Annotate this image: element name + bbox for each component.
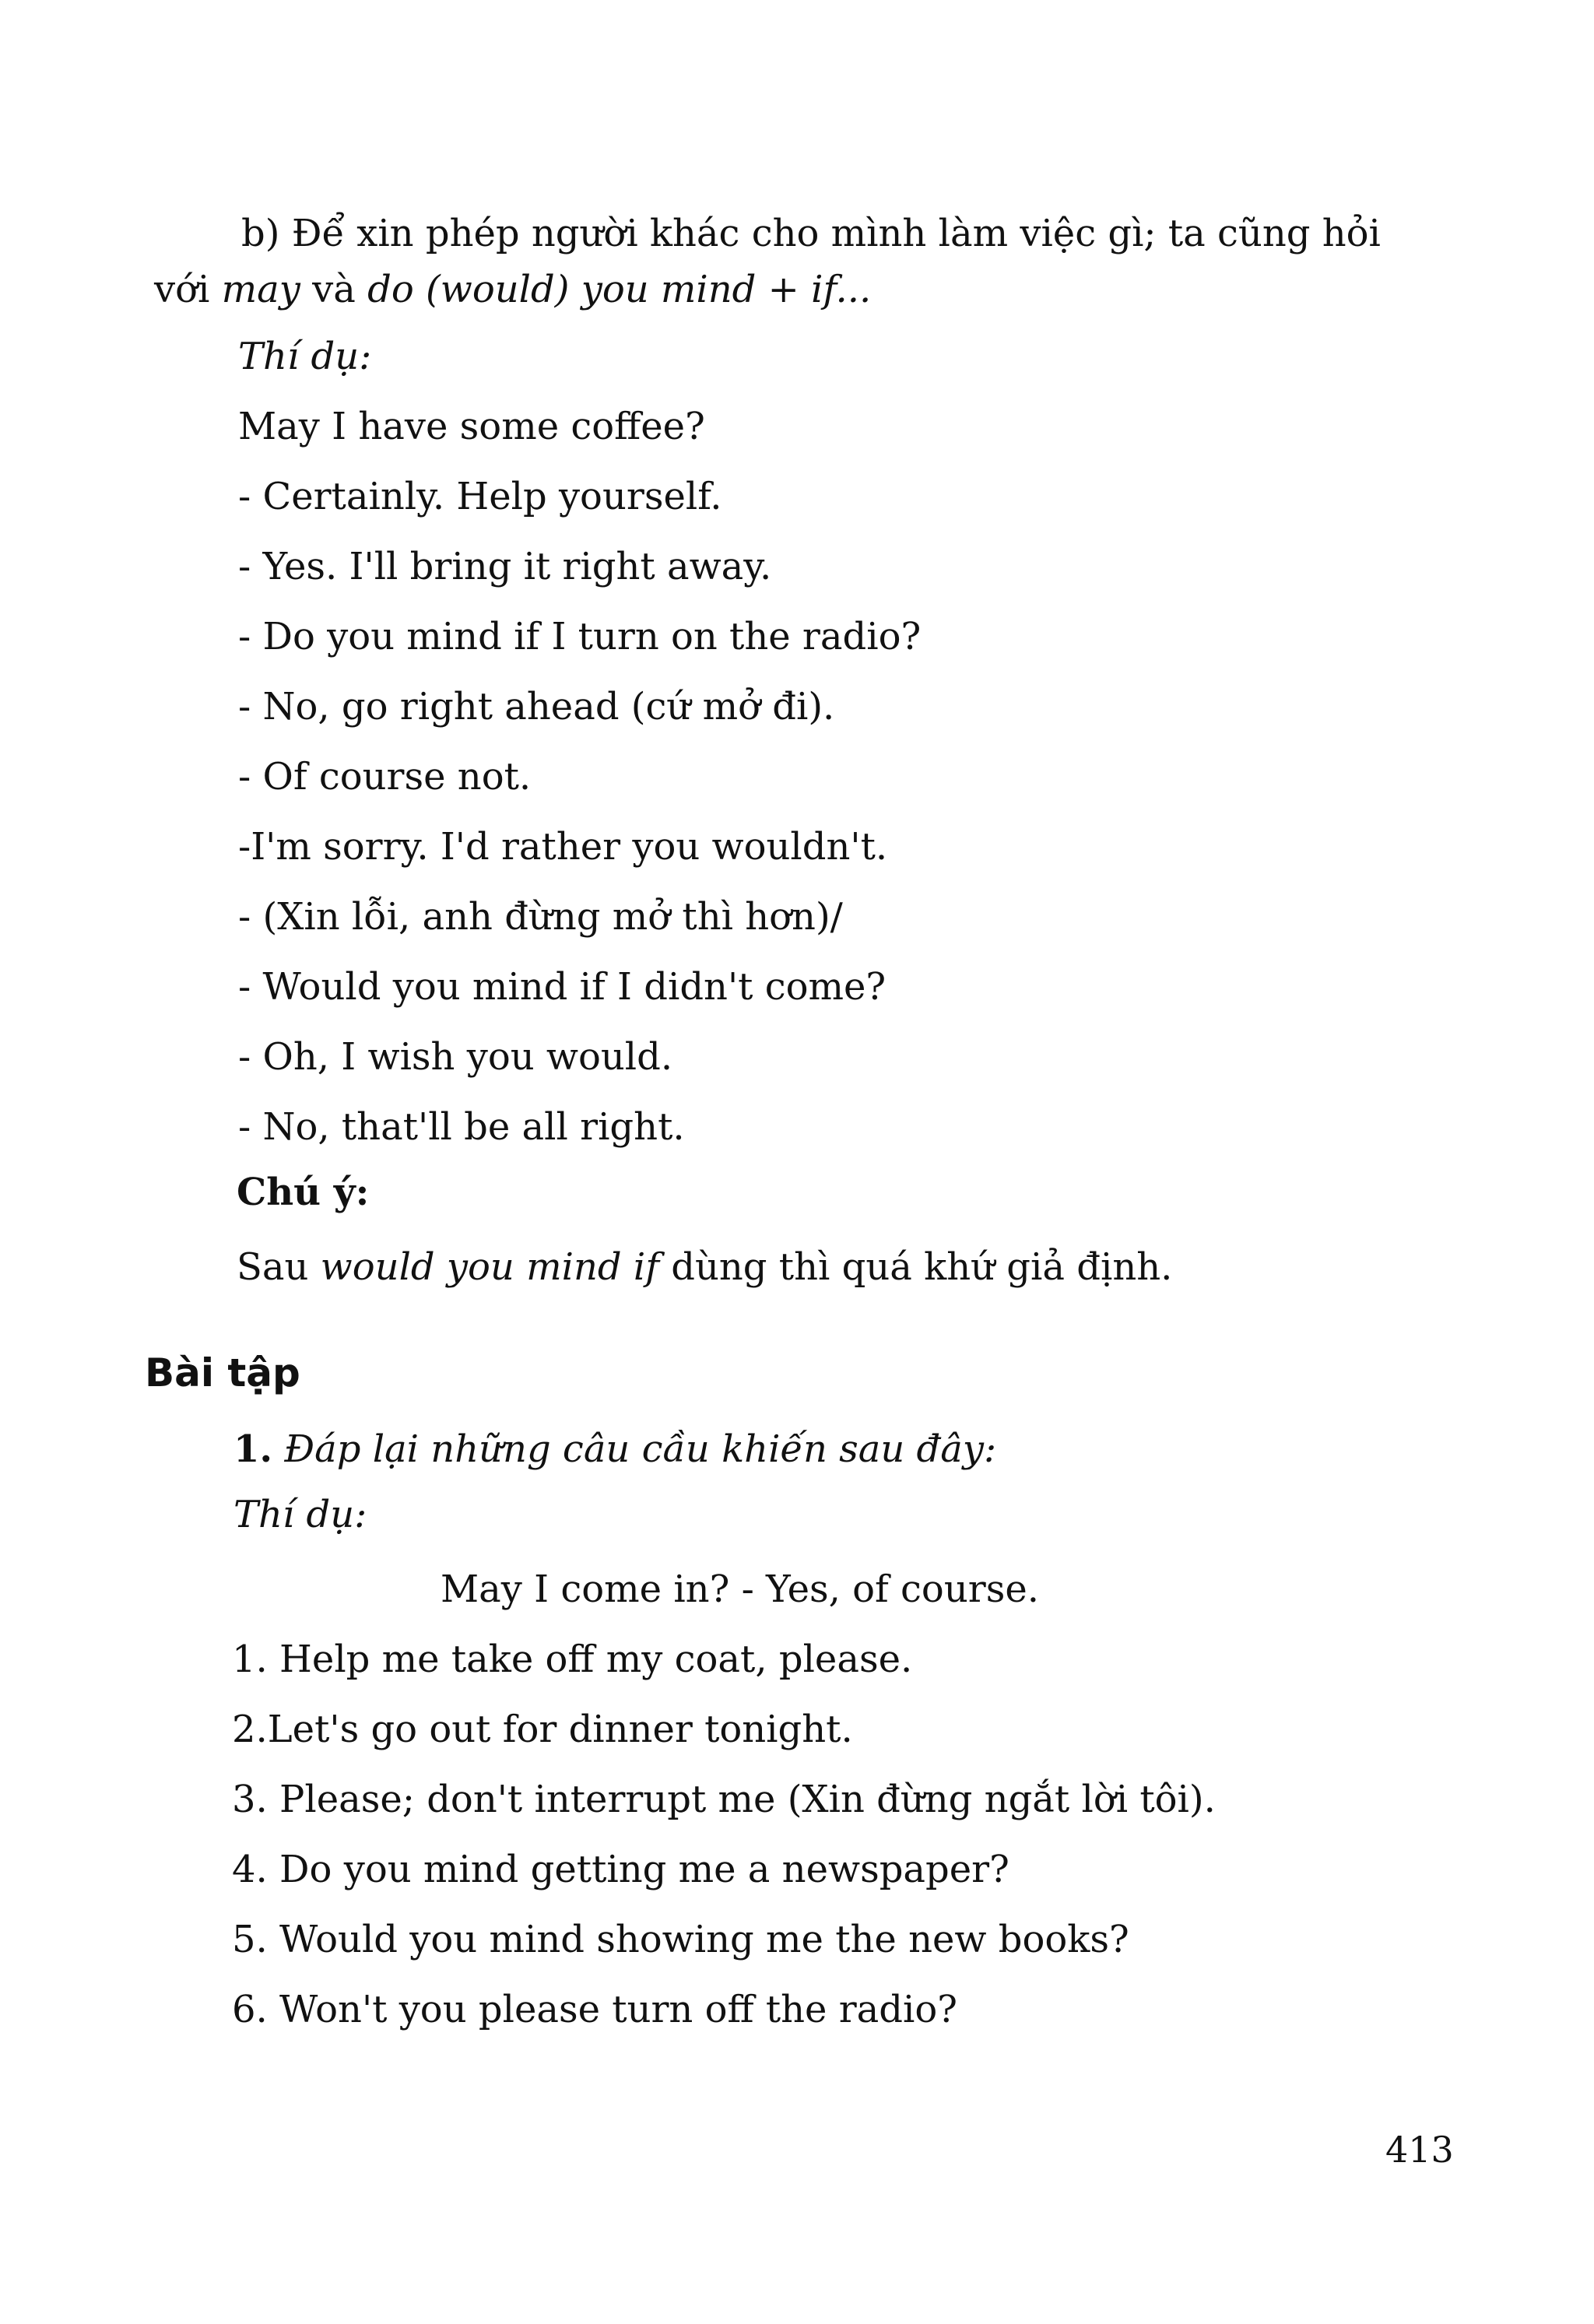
- example-line: - No, go right ahead (cứ mở đi).: [238, 685, 835, 728]
- exercise-item: 2.Let's go out for dinner tonight.: [232, 1708, 853, 1751]
- intro-line-2-and: và: [300, 268, 368, 311]
- intro-phrase: do (would) you mind + if...: [367, 268, 872, 311]
- page-number: 413: [1385, 2129, 1454, 2171]
- note-text: [237, 1244, 1172, 1290]
- note-text-prefix: Sau: [237, 1245, 321, 1289]
- example-line: - No, that'll be all right.: [238, 1105, 685, 1149]
- example-line: - Of course not.: [238, 755, 532, 799]
- exercise-example: May I come in? - Yes, of course.: [441, 1567, 1039, 1611]
- exercise-item: 3. Please; don't interrupt me (Xin đừng ngắt lời tôi).: [232, 1778, 1216, 1821]
- exercise-item: 1. Help me take off my coat, please.: [232, 1638, 913, 1681]
- note-phrase: would you mind if: [320, 1245, 659, 1289]
- intro-line-1: b) Để xin phép người khác cho mình làm việc gì; ta cũng hỏi: [241, 212, 1381, 255]
- example-line: May I have some coffee?: [238, 405, 705, 448]
- example-line: - Certainly. Help yourself.: [238, 475, 722, 518]
- exercise-item: 4. Do you mind getting me a newspaper?: [232, 1848, 1009, 1891]
- intro-line-2: [154, 266, 871, 313]
- example-label: Thí dụ:: [238, 335, 372, 378]
- example-line: - Would you mind if I didn't come?: [238, 965, 887, 1009]
- example-line: - Do you mind if I turn on the radio?: [238, 615, 922, 658]
- example-line: - Oh, I wish you would.: [238, 1035, 673, 1079]
- note-text-suffix: dùng thì quá khứ giả định.: [658, 1245, 1173, 1289]
- exercise-item: 5. Would you mind showing me the new books?: [232, 1918, 1129, 1961]
- section-heading: Bài tập: [145, 1350, 300, 1395]
- example-line: - (Xin lỗi, anh đừng mở thì hơn)/: [238, 895, 843, 939]
- intro-may: may: [221, 268, 300, 311]
- example-line: -I'm sorry. I'd rather you wouldn't.: [238, 825, 888, 869]
- instruction-number: 1.: [233, 1427, 273, 1471]
- exercise-instruction: [233, 1426, 996, 1473]
- example-line: - Yes. I'll bring it right away.: [238, 545, 772, 588]
- note-label: Chú ý:: [237, 1171, 370, 1214]
- intro-line-2-prefix: với: [154, 268, 222, 311]
- exercise-item: 6. Won't you please turn off the radio?: [232, 1988, 957, 2031]
- instruction-text: Đáp lại những câu cầu khiến sau đây:: [272, 1427, 997, 1471]
- exercise-example-label: Thí dụ:: [233, 1493, 367, 1536]
